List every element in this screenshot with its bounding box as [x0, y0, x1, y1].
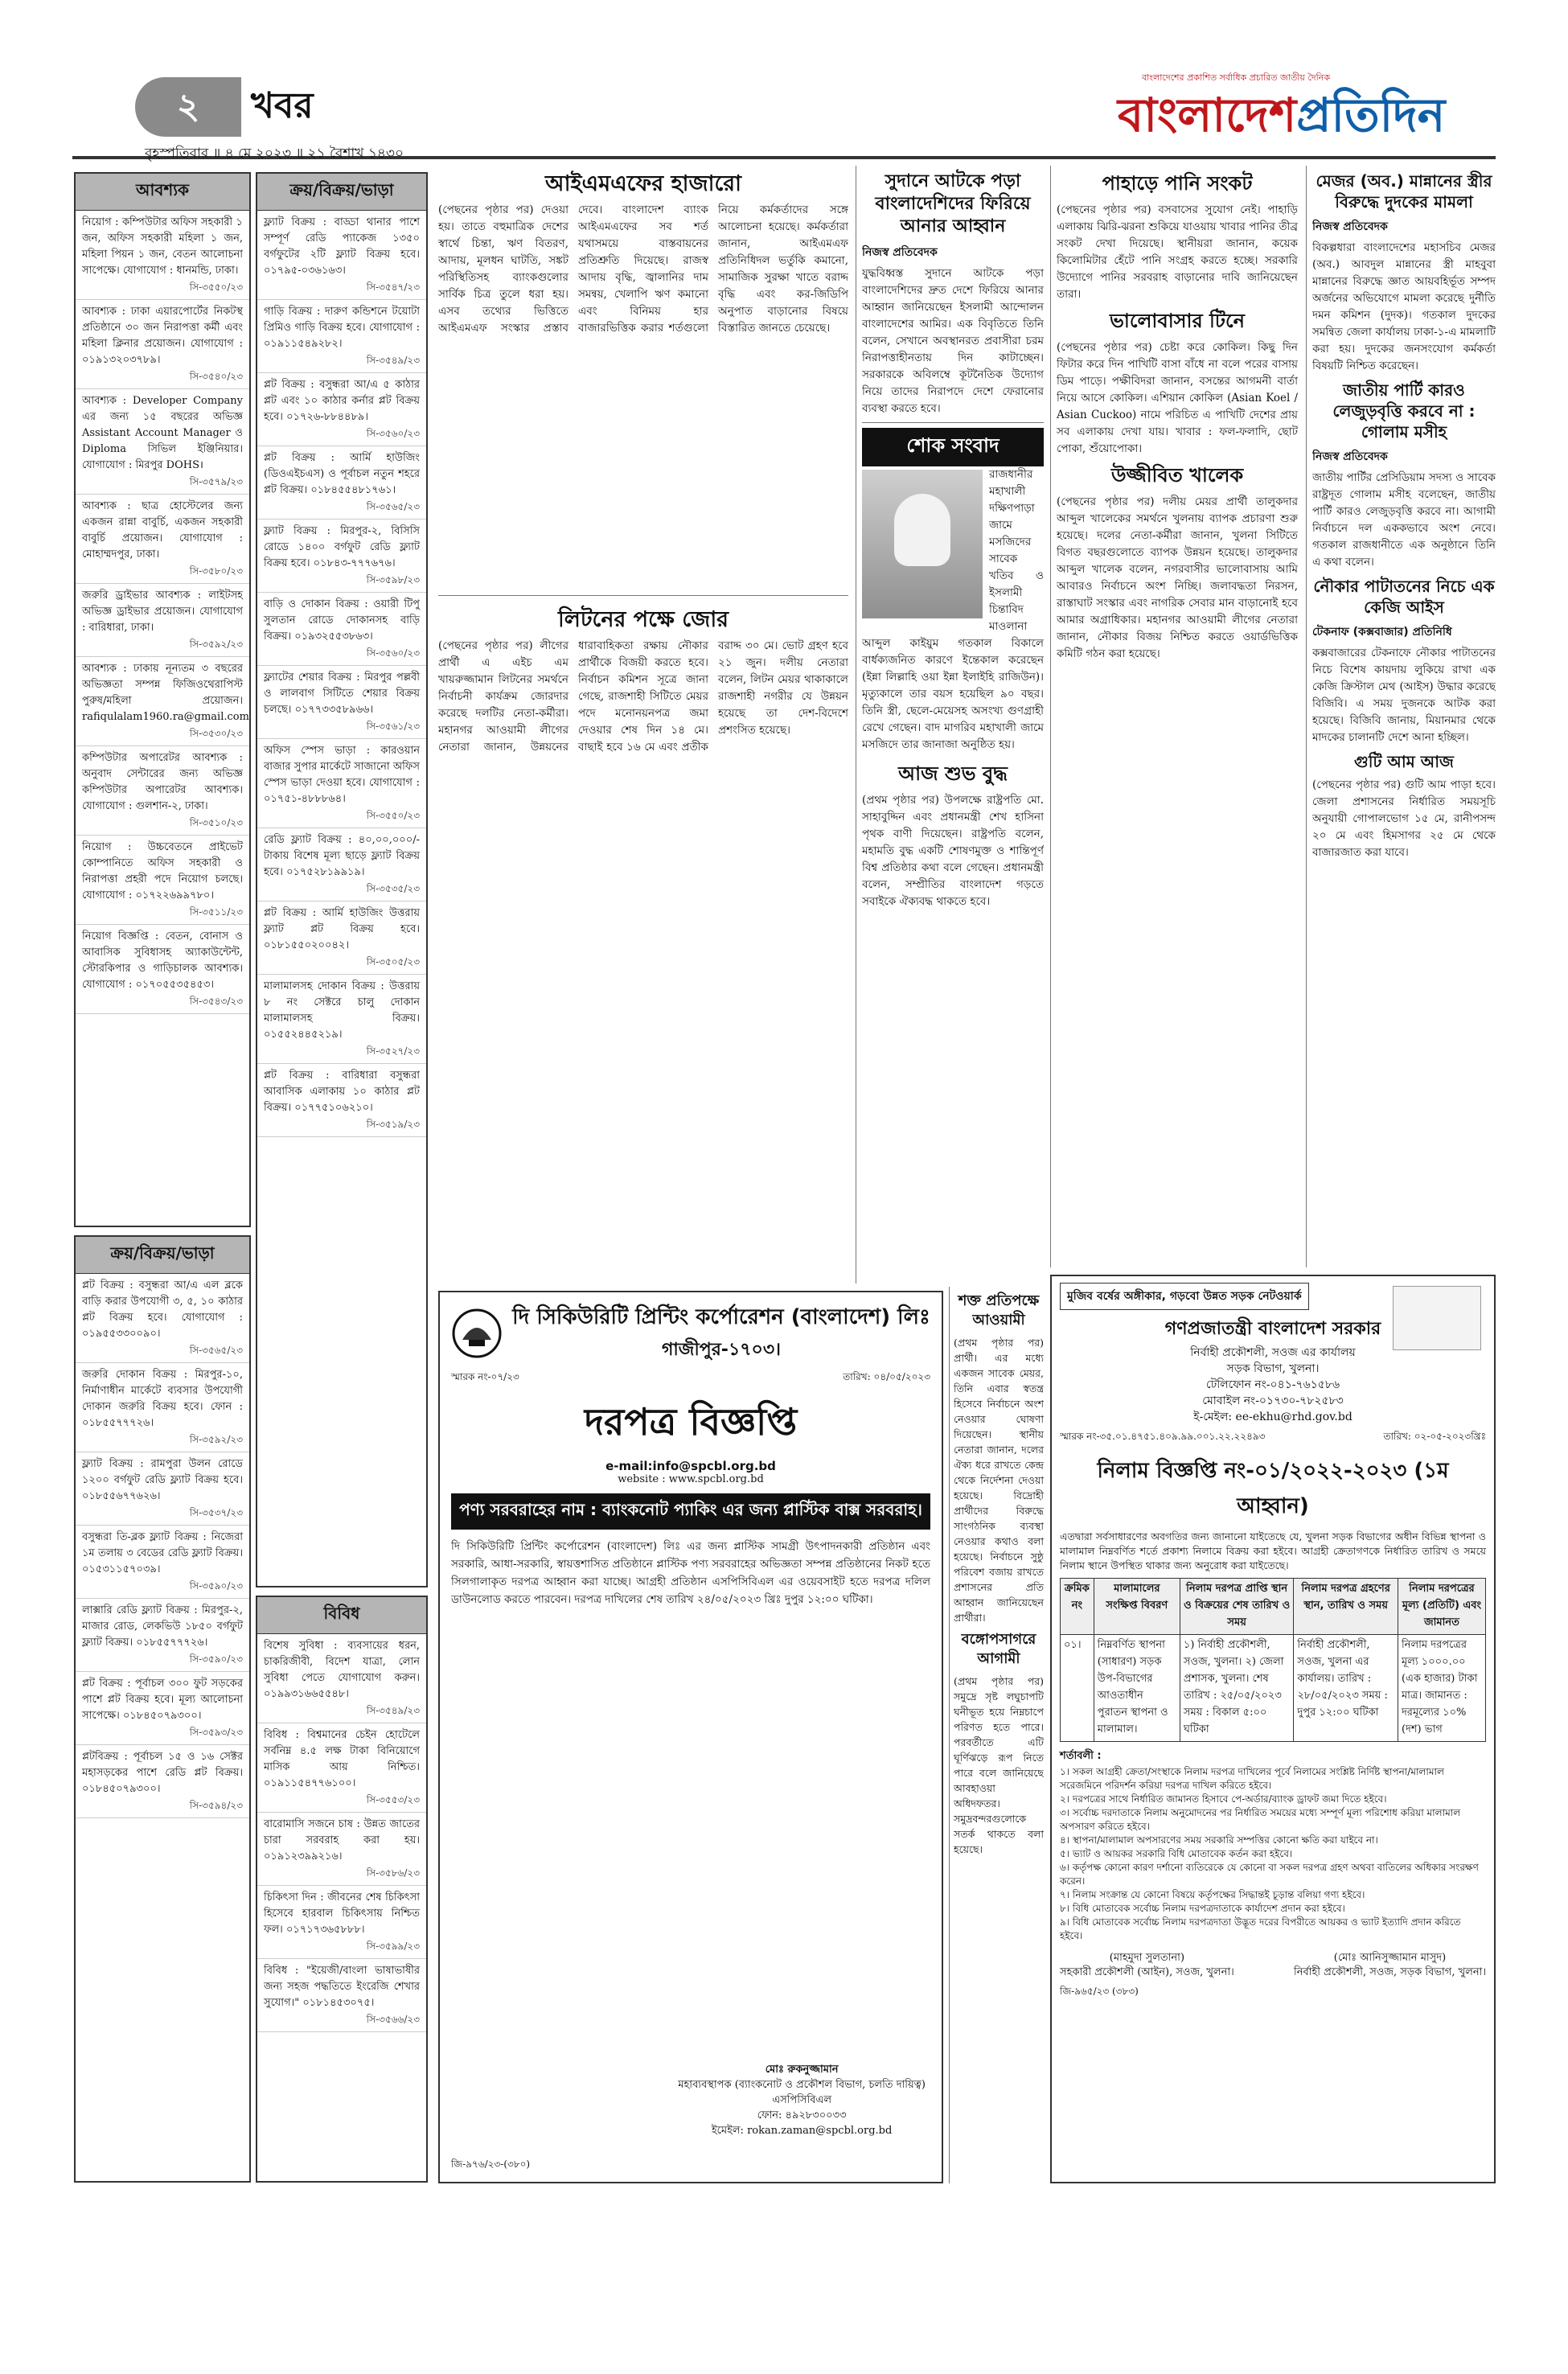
logo-part-1: বাংলাদেশ: [1118, 88, 1297, 142]
classified-code: সি-৩৫৫০/২৩: [189, 281, 243, 293]
classified-text: প্লটবিক্রয় : পূর্বাচল ১৫ ও ১৬ সেক্টর মহাসড়কের পাশে রেডি প্লট বিক্রয়। ০১৮৪৫০৭৯৩০০।: [82, 1751, 243, 1795]
notice-title: নিলাম বিজ্ঞপ্তি নং-০১/২০২২-২০২৩ (১ম আহ্বান): [1097, 1459, 1449, 1518]
table-cell: নিলাম দরপত্রের মূল্য ১০০০.০০ (এক হাজার) টাকা মাত্র। জামানত : দরমূল্যের ১০% (দশ) ভাগ: [1398, 1635, 1485, 1742]
story-body: (প্রথম পৃষ্ঠার পর) প্রার্থী। এর মধ্যে একজন সাবেক মেয়র, তিনি এবার স্বতন্ত্র হিসেবে নির্বাচনে অংশ নেওয়ার ঘোষণা দিয়েছেন। স্থানীয় নেতারা জানান, দলের ঐক্য ধরে রাখতে কেন্দ্র থেকে নির্দেশনা দেওয়া হয়েছে। বিদ্রোহী প্রার্থীদের বিরুদ্ধে সাংগঠনিক ব্যবস্থা নেওয়ার কথাও বলা হয়েছে। নির্বাচনে সুষ্ঠু পরিবেশ বজায় রাখতে প্রশাসনের প্রতি আহ্বান জানিয়েছেন প্রার্থীরা।: [954, 1337, 1044, 1624]
headline: বঙ্গোপসাগরে আগামী: [961, 1631, 1036, 1667]
classified-ad: [257, 520, 426, 593]
divider: [862, 422, 1044, 423]
classified-code: সি-৩৫৪৩/২৩: [189, 996, 243, 1007]
classified-ad: [76, 1526, 249, 1599]
classified-ad: [257, 1064, 426, 1137]
tender-date: তারিখ: ০৪/০৫/২০২৩: [843, 1371, 930, 1382]
classified-text: আবশ্যক : ঢাকা এয়ারপোর্টের নিকটস্থ প্রতিষ্ঠানে ৩০ জন নিরাপত্তা কর্মী এবং মহিলা ক্লিনার প্রয়োজন। যোগাযোগ : ০১৯১৩২০৩৭৮৯।: [82, 306, 243, 366]
notice-govt-title: গণপ্রজাতন্ত্রী বাংলাদেশ সরকার: [1164, 1319, 1381, 1339]
tender-title: দরপত্র বিজ্ঞপ্তি: [584, 1400, 798, 1444]
classified-code: সি-৩৫৯৩/২৩: [189, 1727, 243, 1738]
notice-ref: জি-৯৬৫/২৩ (৩৮৩): [1060, 1986, 1139, 1997]
notice-date: তারিখ: ০২-০৫-২০২৩খ্রিঃ: [1383, 1431, 1486, 1442]
classified-code: সি-৩৫৪৯/২৩: [366, 355, 420, 366]
headline: পাহাড়ে পানি সংকট: [1102, 172, 1253, 195]
headline: সুদানে আটকে পড়া বাংলাদেশিদের ফিরিয়ে আনার আহ্বান: [875, 171, 1031, 236]
notice-email[interactable]: ই-মেইল: ee-ekhu@rhd.gov.bd: [1193, 1411, 1353, 1423]
table-header-cell: নিলাম দরপত্রের মূল্য (প্রতিটি) এবং জামানত: [1398, 1579, 1485, 1635]
tender-meta: [451, 1370, 930, 1386]
divider: [438, 595, 848, 596]
classified-ad: [257, 446, 426, 520]
classified-text: নিয়োগ বিজ্ঞপ্তি : বেতন, বোনাস ও আবাসিক সুবিধাসহ অ্যাকাউন্টেন্ট, স্টোরকিপার ও গাড়িচালক আবশ্যক। যোগাযোগ : ০১৭০৫৫৩৫৪৫৩।: [82, 930, 243, 991]
classifieds-misc: [256, 1596, 428, 2183]
story-body: বিকল্পধারা বাংলাদেশের মহাসচিব মেজর (অব.) আবদুল মান্নানের স্ত্রী মাহবুবা মান্নানের বিরুদ্ধে জ্ঞাত আয়বহির্ভূত সম্পদ অর্জনের অভিযোগে মামলা করেছে দুর্নীতি দমন কমিশন (দুদক)। গতকাল দুদকের সমন্বিত জেলা কার্যালয় ঢাকা-১-এ মামলাটি করা হয়। দুদকের জনসংযোগ কর্মকর্তা বিষয়টি নিশ্চিত করেছেন।: [1312, 241, 1496, 372]
classified-ad: [257, 739, 426, 828]
page-header: [72, 71, 1496, 162]
classified-text: বিশেষ সুবিধা : ব্যবসায়ের ধরন, চাকরিজীবী, বিদেশ যাত্রা, লোন সুবিধা পেতে যোগাযোগ করুন। ০১৯৯৩১৬৬৫৫৪৮।: [264, 1640, 420, 1700]
headline: উজ্জীবিত খালেক: [1110, 464, 1244, 487]
notice-slogan: মুজিব বর্ষের অঙ্গীকার, গড়বো উন্নত সড়ক নেটওয়ার্ক: [1060, 1283, 1309, 1310]
tender-body: দি সিকিউরিটি প্রিন্টিং কর্পোরেশন (বাংলাদেশ) লিঃ এর জন্য প্লাস্টিক সামগ্রী উৎপাদনকারী প্রতিষ্ঠান এবং সরকারি, আধা-সরকারি, স্বায়ত্তশাসিত প্রতিষ্ঠানে প্লাস্টিক পণ্য সরবরাহের অভিজ্ঞতা সম্পন্ন প্রতিষ্ঠানের নিকট হতে সিলগালাকৃত দরপত্র আহ্বান করা যাচ্ছে। আগ্রহী প্রতিষ্ঠান এসপিসিবিএল এর ওয়েবসাইট হতে দরপত্র দলিল ডাউনলোড করতে পারবেন। দরপত্র দাখিলের শেষ তারিখ ২৪/০৫/২০২৩ খ্রিঃ দুপুর ১২:০০ ঘটিকা।: [451, 1540, 930, 1606]
classified-text: প্লট বিক্রয় : বসুন্ধরা আ/এ এল ব্লকে বাড়ি করার উপযোগী ৩, ৫, ১০ কাঠার প্লট বিক্রয় হবে। যোগাযোগ : ০১৯৫৫৩৩০০৯০।: [82, 1279, 243, 1340]
byline: নিজস্ব প্রতিবেদক: [1312, 220, 1388, 233]
classified-ad: [76, 836, 249, 925]
date-line: বৃহস্পতিবার ॥ ৪ মে ২০২৩ ॥ ২১ বৈশাখ ১৪৩০: [145, 146, 404, 162]
classified-text: প্লট বিক্রয় : বারিধারা বসুন্ধরা আবাসিক এলাকায় ১০ কাঠার প্লট বিক্রয়। ০১৭৭৫১০৬২১০।: [264, 1070, 420, 1114]
page-number: ২: [135, 77, 241, 137]
table-header-cell: মালামালের সংক্ষিপ্ত বিবরণ: [1094, 1579, 1180, 1635]
classified-text: ফ্ল্যাট বিক্রয় : মিরপুর-২, বিসিসি রোডে ১৪০০ বর্গফুট রেডি ফ্ল্যাট বিক্রয় হবে। ০১৮৪৩-৭৭৭৬৭৬।: [264, 525, 420, 569]
classified-list: [76, 211, 249, 1014]
classified-ad: [257, 1723, 426, 1813]
obituary-title: শোক সংবাদ: [862, 428, 1044, 466]
tender-signer-org: এসপিসিবিএল: [772, 2094, 832, 2106]
right-signer: (মোঃ আনিসুজ্জামান মাসুদ): [1333, 1952, 1447, 1964]
auction-table: [1060, 1578, 1486, 1742]
classified-code: সি-৩৫৯০/২৩: [189, 1653, 243, 1665]
classified-ad: [76, 1672, 249, 1745]
classifieds-title: ক্রয়/বিক্রয়/ভাড়া: [76, 1237, 249, 1274]
story-body: (পেছনের পৃষ্ঠার পর) চেষ্টা করে কোকিল। কিছু দিন ফিটার করে দিন পাখিটি বাসা বাঁধে না বলে পরের বাসায় ডিম পাড়ে। পক্ষীবিদরা জানান, বসন্তের আগমনী বার্তা নিয়ে আসে কোকিল। এশিয়ান কোকিল (Asian Koel / Asian Cuckoo) নামে পরিচিত এ পাখিটি দেশের প্রায় সব এলাকায় দেখা যায়। খাবার : ফল-ফলাদি, ছোট পোকা, শুঁয়োপোকা।: [1057, 341, 1298, 455]
headline: গুটি আম আজ: [1354, 752, 1454, 771]
classified-code: সি-৩৫৫৩/২৩: [366, 1794, 420, 1805]
condition-item: ৫। ভ্যাট ও আয়কর সরকারি বিধি মোতাবেক কর্তন করা হইবে।: [1060, 1848, 1293, 1859]
headline: জাতীয় পার্টি কারও লেজুড়বৃত্তি করবে না : গোলাম মসীহ: [1332, 380, 1476, 442]
headline: ভালোবাসার টিনে: [1110, 310, 1245, 332]
classified-ad: [257, 828, 426, 902]
classified-text: বিবিধ : বিশ্বমানের চেইন হোটেলে সর্বনিম্ন ৪.৫ লক্ষ টাকা বিনিয়োগে মাসিক আয় নিশ্চিত। ০১৯১১৫৪৭৭৬১০০।: [264, 1729, 420, 1789]
spcbl-emblem-icon: [451, 1308, 503, 1359]
divider: [949, 1287, 950, 2183]
classified-text: জরুরি দোকান বিক্রয় : মিরপুর-১০, নির্মাণাধীন মার্কেটে ব্যবসার উপযোগী দোকান জরুরি বিক্রয় হবে। ফোন : ০১৮৫৫৭৭৭২৬।: [82, 1369, 243, 1429]
classified-text: অফিস স্পেস ভাড়া : কারওয়ান বাজার সুপার মার্কেটে সাজানো অফিস স্পেস ভাড়া দেওয়া হবে। যোগাযোগ : ০১৭৫১-৪৮৮৮৬৪।: [264, 745, 420, 805]
classified-ad: [257, 666, 426, 739]
headline: মেজর (অব.) মান্নানের স্ত্রীর বিরুদ্ধে দুদকের মামলা: [1316, 171, 1492, 212]
classified-code: সি-৩৫১০/২৩: [189, 817, 243, 828]
table-cell: ০১।: [1061, 1635, 1094, 1742]
classified-code: সি-৩৫৯০/২৩: [189, 1580, 243, 1592]
classified-ad: [76, 211, 249, 300]
sudan-column: [862, 166, 1044, 1284]
classified-text: কম্পিউটার অপারেটর আবশ্যক : অনুবাদ সেন্টারের জন্য অভিজ্ঞ কম্পিউটার অপারেটর আবশ্যক। যোগাযোগ : গুলশান-২, ঢাকা।: [82, 752, 243, 812]
headline: নৌকার পাটাতনের নিচে এক কেজি আইস: [1313, 577, 1495, 617]
tender-memo: স্মারক নং-০৭/২৩: [451, 1371, 519, 1382]
classified-text: আবশ্যক : Developer Company এর জন্য ১৫ বছরের অভিজ্ঞ Assistant Account Manager ও Diploma সিভিল ইঞ্জিনিয়ার। যোগাযোগ : মিরপুর DOHS।: [82, 395, 243, 471]
section-name: খবর: [251, 85, 314, 126]
left-signature: [1060, 1951, 1234, 1980]
condition-item: ৩। সর্বোচ্চ দরদাতাকে নিলাম অনুমোদনের পর নির্ধারিত সময়ের মধ্যে সম্পূর্ণ মূল্য পরিশোধ করিয়া মালামাল অপসারণ করিতে হইবে।: [1060, 1807, 1461, 1832]
condition-item: ৮। বিধি মোতাবেক সর্বোচ্চ নিলাম দরপত্রদাতাকে কার্যাদেশ প্রদান করা হইবে।: [1060, 1903, 1345, 1914]
byline: নিজস্ব প্রতিবেদক: [1312, 450, 1388, 463]
classified-list: [257, 1634, 426, 2032]
headline: আইএমএফের হাজারো: [545, 171, 741, 196]
divider: [1050, 166, 1051, 1267]
mujib-borsho-logo: [1393, 1286, 1481, 1350]
auction-table-header: [1061, 1579, 1486, 1635]
tender-signature: [678, 2062, 926, 2138]
story-body: কক্সবাজারের টেকনাফে নৌকার পাটাতনের নিচে বিশেষ কায়দায় লুকিয়ে রাখা এক কেজি ক্রিস্টাল মেথ (আইস) উদ্ধার করেছে বিজিবি। এ সময় দুজনকে আটক করা হয়েছে। বিজিবি জানায়, মিয়ানমার থেকে মাদকের চালানটি দেশে আনা হচ্ছিল।: [1312, 647, 1496, 744]
classified-ad: [76, 584, 249, 657]
classified-code: সি-৩৫৬৬/২৩: [366, 2014, 420, 2025]
story-body: (প্রথম পৃষ্ঠার পর) সমুদ্রে সৃষ্ট লঘুচাপটি ঘনীভূত হয়ে নিম্নচাপে পরিণত হতে পারে। পরবর্তীতে এটি ঘূর্ণিঝড়ে রূপ নিতে পারে বলে জানিয়েছে আবহাওয়া অধিদফতর। সমুদ্রবন্দরগুলোকে সতর্ক থাকতে বলা হয়েছে।: [954, 1675, 1044, 1855]
classified-text: জরুরি ড্রাইভার আবশ্যক : লাইটসহ অভিজ্ঞ ড্রাইভার প্রয়োজন। যোগাযোগ : বারিধারা, ঢাকা।: [82, 589, 243, 634]
classified-code: সি-৩৫৬১/২৩: [366, 721, 420, 732]
right-column: [1312, 166, 1496, 1267]
logo-wordmark: [1118, 86, 1496, 144]
classified-code: সি-৩৫৯৮/২৩: [366, 574, 420, 585]
logo-part-2: প্রতিদিন: [1296, 88, 1446, 142]
classified-text: প্লট বিক্রয় : আর্মি হাউজিং উত্তরায় ফ্ল্যাট প্লট বিক্রয় হবে। ০১৮১৫৫০২০০৪২।: [264, 907, 420, 951]
condition-item: ৯। বিধি মোতাবেক সর্বোচ্চ নিলাম দরপত্রদাতা উদ্ভূত দরের বিপরীতে আয়কর ও ভ্যাট ইত্যাদি প্রদান করিতে হইবে।: [1060, 1916, 1461, 1941]
classified-code: সি-৩৫৬০/২৩: [366, 428, 420, 439]
right-signer-title: নির্বাহী প্রকৌশলী, সওজ, সড়ক বিভাগ, খুলনা।: [1293, 1966, 1486, 1978]
tender-place: গাজীপুর-১৭০৩।: [662, 1340, 781, 1360]
headline: শক্ত প্রতিপক্ষে আওয়ামী: [958, 1292, 1040, 1329]
table-header-cell: নিলাম দরপত্র গ্রহণের স্থান, তারিখ ও সময়: [1294, 1579, 1398, 1635]
classified-code: সি-৩৫১৯/২৩: [366, 1119, 420, 1130]
classified-text: আবশ্যক : ঢাকায় নূন্যতম ৩ বছরের অভিজ্ঞতা সম্পন্ন ফিজিওথেরাপিস্ট পুরুষ/মহিলা প্রয়োজন। rafiqulalam1960.ra@gmail.com: [82, 663, 249, 723]
story-body: যুদ্ধবিধ্বস্ত সুদানে আটকে পড়া বাংলাদেশিদের দ্রুত দেশে ফিরিয়ে আনার আহ্বান জানিয়েছেন ইসলামী আন্দোলন বাংলাদেশের আমির। এক বিবৃতিতে তিনি বলেন, সেখানে অবস্থানরত প্রবাসীরা চরম নিরাপত্তাহীনতায় দিন কাটাচ্ছেন। সরকারকে অবিলম্বে কূটনৈতিক উদ্যোগ নিয়ে তাদের নিরাপদে দেশে ফেরানোর ব্যবস্থা করতে হবে।: [862, 267, 1044, 415]
classified-ad: [76, 1452, 249, 1526]
byline: টেকনাফ (কক্সবাজার) প্রতিনিধি: [1312, 626, 1452, 639]
classified-code: সি-৩৫৪০/২৩: [189, 371, 243, 382]
condition-item: ৪। স্থাপনা/মালামাল অপসারণের সময় সরকারি সম্পত্তির কোনো ক্ষতি করা যাইবে না।: [1060, 1834, 1378, 1846]
classified-ad: [76, 300, 249, 389]
classified-text: চিকিৎসা দিন : জীবনের শেষ চিকিৎসা হিসেবে হারবাল চিকিৎসায় নিশ্চিত ফল। ০১৭১৭৩৬৫৮৮৮।: [264, 1891, 420, 1936]
notice-meta: [1060, 1430, 1486, 1446]
classified-code: সি-৩৫৬৫/২৩: [366, 501, 420, 512]
classified-text: বিবিধ : "ইয়েজী/বাংলা ভাষাভাষীর জন্য সহজ পদ্ধতিতে ইংরেজি শেখার সুযোগ।" ০১৮১৪৫৩০৭৫।: [264, 1965, 420, 2009]
conditions-title: শর্তাবলী :: [1060, 1750, 1102, 1762]
table-cell: ১) নির্বাহী প্রকৌশলী, সওজ, খুলনা। ২) জেলা প্রশাসক, খুলনা। শেষ তারিখ : ২৫/০৫/২০২৩ সময় : বিকাল ৫:০০ ঘটিকা: [1180, 1635, 1294, 1742]
security-printing-tender: [438, 1291, 943, 2183]
story-body: (পেছনের পৃষ্ঠার পর) দেওয়া হয়। তাতে বহুমাত্রিক দেশের স্বার্থে চিন্তা, ঋণ বিতরণ, আদায়, মূলধন ঘাটতি, সঙ্কট পরিস্থিতিসহ ব্যাংকগুলোর সার্বিক চিত্র তুলে ধরা হয়। এসব তথ্যের ভিত্তিতে আইএমএফ সংস্কার প্রস্তাব দেবে। বাংলাদেশ ব্যাংক আইএমএফের সব শর্ত যথাসময়ে বাস্তবায়নের প্রতিশ্রুতি দিয়েছে। রাজস্ব আদায় বৃদ্ধি, জ্বালানির দাম সমন্বয়, খেলাপি ঋণ কমানো এবং বিনিময় হার বাজারভিত্তিক করার শর্তগুলো নিয়ে কর্মকর্তাদের সঙ্গে আলোচনা হয়েছে। কর্মকর্তারা জানান, আইএমএফ প্রতিনিধিদল ভর্তুকি কমানো, সামাজিক সুরক্ষা খাতে বরাদ্দ বৃদ্ধি এবং কর-জিডিপি অনুপাত বাড়ানোর বিষয়ে বিস্তারিত জানতে চেয়েছে।: [438, 203, 848, 335]
story-body: (পেছনের পৃষ্ঠার পর) গুটি আম পাড়া হবে। জেলা প্রশাসনের নির্ধারিত সময়সূচি অনুযায়ী গোপালভোগ ১৫ মে, রানীপসন্দ ২০ মে এবং হিমসাগর ২৫ মে থেকে বাজারজাত করা যাবে।: [1312, 778, 1496, 859]
classified-ad: [257, 1813, 426, 1886]
classified-text: লাক্সারি রেডি ফ্ল্যাট বিক্রয় : মিরপুর-২, মাজার রোড, লেকভিউ ১৮৫০ বর্গফুট ফ্ল্যাট বিক্রয়। ০১৮৫৫৭৭৭২৬।: [82, 1604, 243, 1649]
table-cell: নিম্নবর্ণিত স্থাপনা (সাধারণ) সড়ক উপ-বিভাগের আওতাধীন পুরাতন স্থাপনা ও মালামাল।: [1094, 1635, 1180, 1742]
classified-code: সি-৩৫৩৭/২৩: [189, 1507, 243, 1518]
classified-ad: [257, 211, 426, 300]
classified-text: প্লট বিক্রয় : বসুন্ধরা আ/এ ৫ কাঠার প্লট এবং ১০ কাঠার কর্নার প্লট বিক্রয় হবে। ০১৭২৬-৮৮৪৪৮৯।: [264, 379, 420, 423]
classified-text: বাড়ি ও দোকান বিক্রয় : ওয়ারী টিপু সুলতান রোডে দোকানসহ বাড়ি বিক্রয়। ০১৯৩২৫৫৩৮৬৩।: [264, 598, 420, 643]
left-signer-title: সহকারী প্রকৌশলী (আইন), সওজ, খুলনা।: [1060, 1966, 1234, 1978]
classifieds-title: বিবিধ: [257, 1597, 426, 1634]
table-header-cell: নিলাম দরপত্র প্রাপ্তি স্থান ও বিক্রয়ের শেষ তারিখ ও সময়: [1180, 1579, 1294, 1635]
notice-division: সড়ক বিভাগ, খুলনা।: [1226, 1362, 1320, 1375]
tender-signer: মোঃ রুকনুজ্জামান: [765, 2064, 839, 2076]
tender-ref: জি-৯৭৬/২৩-(৩৮০): [451, 2158, 531, 2170]
classified-code: সি-৩৫৯৪/২৩: [189, 1800, 243, 1811]
classifieds-wanted: [74, 172, 251, 1227]
classified-text: প্লট বিক্রয় : আর্মি হাউজিং (ডিওএইচএস) ও পূর্বাচল নতুন শহরে প্লট বিক্রয়। ০১৮৪৫৫৪৮১৭৬১।: [264, 452, 420, 496]
classified-code: সি-৩৫০৫/২৩: [366, 956, 420, 967]
classifieds-buy-sell: [74, 1235, 251, 2183]
tender-org: দি সিকিউরিটি প্রিন্টিং কর্পোরেশন (বাংলাদেশ) লিঃ: [512, 1305, 930, 1329]
classified-ad: [76, 495, 249, 584]
classified-text: নিয়োগ : কম্পিউটার অফিস সহকারী ১ জন, অফিস সহকারী মহিলা ১ জন, মহিলা পিয়ন ১ জন, বেতন আলোচনা সাপেক্ষে। যোগাযোগ : ধানমন্ডি, ঢাকা।: [82, 216, 243, 277]
classified-text: আবশ্যক : ছাত্র হোস্টেলের জন্য একজন রান্না বাবুর্চি, একজন সহকারী বাবুর্চি প্রয়োজন। যোগাযোগ : মোহাম্মদপুর, ঢাকা।: [82, 500, 243, 561]
condition-item: ৭। নিলাম সংক্রান্ত যে কোনো বিষয়ে কর্তৃপক্ষের সিদ্ধান্তই চূড়ান্ত বলিয়া গণ্য হইবে।: [1060, 1889, 1365, 1900]
notice-mobile: মোবাইল নং-০১৭৩০-৭৮২৫৮৩: [1202, 1394, 1344, 1407]
classified-code: সি-৩৫৯২/২৩: [189, 639, 243, 650]
classified-ad: [76, 1745, 249, 1818]
byline: নিজস্ব প্রতিবেদক: [862, 246, 938, 259]
classified-ad: [76, 657, 249, 746]
notice-memo: স্মারক নং-৩৫.০১.৪৭৫১.৪০৯.৯৯.০০১.২২.২২৪৯৩: [1060, 1431, 1266, 1442]
awami-column: [954, 1287, 1044, 2183]
classified-ad: [257, 902, 426, 975]
classified-list: [76, 1274, 249, 1818]
classified-code: সি-৩৫১১/২৩: [189, 906, 243, 918]
classified-text: মালামালসহ দোকান বিক্রয় : উত্তরায় ৮ নং সেক্টরে চালু দোকান মালামালসহ বিক্রয়। ০১৫৫২৪৪৫২১৯।: [264, 980, 420, 1041]
classified-ad: [257, 593, 426, 666]
tender-header: [451, 1300, 930, 1366]
classified-text: বসুন্ধরা তি-ব্লক ফ্ল্যাট বিক্রয় : নিজেরা ১ম তলায় ৩ বেডের রেডি ফ্ল্যাট বিক্রয়। ০১৫৩১১৫৭০৩৯।: [82, 1531, 243, 1575]
story-body: (পেছনের পৃষ্ঠার পর) লীগের প্রার্থী এ এইচ এম খায়রুজ্জামান লিটনের সমর্থনে নির্বাচনী কার্যক্রম জোরদার করেছে দলটির নেতা-কর্মীরা। মহানগর আওয়ামী লীগের নেতারা জানান, উন্নয়নের ধারাবাহিকতা রক্ষায় নৌকার প্রার্থীকে বিজয়ী করতে হবে। নির্বাচন কমিশন সূত্রে জানা গেছে, রাজশাহী সিটিতে মেয়র পদে মনোনয়নপত্র জমা দেওয়ার শেষ দিন ১৪ মে। বাছাই হবে ১৬ মে এবং প্রতীক বরাদ্দ ৩০ মে। ভোট গ্রহণ হবে ২১ জুন। দলীয় নেতারা বলেন, লিটন মেয়র থাকাকালে রাজশাহী নগরীর যে উন্নয়ন হয়েছে তা দেশ-বিদেশে প্রশংসিত হয়েছে।: [438, 639, 848, 754]
notice-office: নির্বাহী প্রকৌশলী, সওজ এর কার্যালয়: [1190, 1346, 1356, 1359]
story-body: (পেছনের পৃষ্ঠার পর) বসবাসের সুযোগ নেই। পাহাড়ি এলাকায় ঝিরি-ঝরনা শুকিয়ে যাওয়ায় খাবার পানির তীব্র সংকট দেখা দিয়েছে। স্থানীয়রা জানান, কয়েক কিলোমিটার হেঁটে পানি সংগ্রহ করতে হচ্ছে। সরকারি উদ্যোগে পানির সরবরাহ বাড়ানোর দাবি জানিয়েছেন তারা।: [1057, 203, 1298, 301]
condition-item: ২। দরপত্রের সাথে নির্ধারিত জামানত হিসাবে পে-অর্ডার/ব্যাংক ড্রাফট জমা দিতে হইবে।: [1060, 1793, 1387, 1805]
classified-text: ফ্ল্যাট বিক্রয় : রামপুরা উলন রোডে ১২০০ বর্গফুট রেডি ফ্ল্যাট বিক্রয় হবে। ০১৮৫৫৬৭৭৬২৬।: [82, 1458, 243, 1502]
notice-signatures: [1060, 1951, 1486, 1980]
classified-code: সি-৩৫৮৬/২৩: [366, 1867, 420, 1879]
notice-intro: এতদ্বারা সর্বসাধারণের অবগতির জন্য জানানো যাইতেছে যে, খুলনা সড়ক বিভাগের অধীন বিভিন্ন স্থাপনা ও মালামাল নিম্নবর্ণিত শর্তে প্রকাশ্য নিলামে বিক্রয় করা হইবে। আগ্রহী ক্রেতাগণকে নির্ধারিত তারিখ ও সময়ে নিলাম স্থানে উপস্থিত থাকার জন্য অনুরোধ করা যাইতেছে।: [1060, 1530, 1486, 1571]
right-signature: [1294, 1951, 1486, 1980]
classified-code: সি-৩৫৯২/২৩: [189, 1434, 243, 1445]
classified-text: ফ্ল্যাট বিক্রয় : বাড্ডা থানার পাশে সম্পূর্ণ রেডি প্যাকেজ ১৩৫০ বর্গফুটের ২টি ফ্ল্যাট বিক্রয় হবে। ০১৭৯৫-০৩৬১৬৩।: [264, 216, 420, 277]
classified-text: রেডি ফ্ল্যাট বিক্রয় : ৪০,০০,০০০/- টাকায় বিশেষ মূল্য ছাড়ে ফ্ল্যাট বিক্রয় হবে। ০১৭৫২৮১৯৯১৯।: [264, 834, 420, 878]
headline: লিটনের পক্ষে জোর: [557, 607, 729, 632]
classified-ad: [257, 373, 426, 446]
classified-code: সি-৩৫৪৭/২৩: [366, 281, 420, 293]
classified-ad: [76, 1274, 249, 1363]
classified-code: সি-৩৫২৭/২৩: [366, 1045, 420, 1057]
classified-ad: [76, 925, 249, 1014]
classified-code: সি-৩৫৬০/২৩: [366, 647, 420, 659]
tender-website[interactable]: website : www.spcbl.org.bd: [618, 1473, 764, 1485]
newspaper-logo[interactable]: [1118, 71, 1496, 142]
classified-text: প্লট বিক্রয় : পূর্বাচল ৩০০ ফুট সড়কের পাশে প্লট বিক্রয় হবে। মূল্য আলোচনা সাপেক্ষে। ০১৮৪৫০৭৯৩০০।: [82, 1678, 243, 1722]
table-row: [1061, 1635, 1486, 1742]
classified-ad: [257, 1886, 426, 1959]
classified-text: নিয়োগ : উচ্চবেতনে প্রাইভেট কোম্পানিতে অফিস সহকারী ও নিরাপত্তা প্রহরী পদে নিয়োগ চলছে। যোগাযোগ : ০১৭২২৬৯৯৭৮০।: [82, 841, 243, 902]
headline: আজ শুভ বুদ্ধ: [898, 762, 1008, 785]
tender-signer-title: মহাব্যবস্থাপক (ব্যাংকনোট ও প্রকৌশল বিভাগ, চলতি দায়িত্ব): [678, 2079, 926, 2091]
classifieds-title: ক্রয়/বিক্রয়/ভাড়া: [257, 174, 426, 211]
classified-ad: [257, 975, 426, 1064]
classified-code: সি-৩৫৯৯/২৩: [366, 1941, 420, 1952]
divider: [1306, 166, 1307, 1267]
tender-item-bar: পণ্য সরবরাহের নাম : ব্যাংকনোট প্যাকিং এর জন্য প্লাস্টিক বাক্স সরবরাহ।: [451, 1493, 930, 1530]
classified-code: সি-৩৫৩৫/২৩: [366, 883, 420, 894]
classified-ad: [76, 389, 249, 495]
logo-tagline: বাংলাদেশের প্রকাশিত সর্বাধিক প্রচারিত জাতীয় দৈনিক: [1142, 72, 1331, 83]
classified-ad: [257, 1959, 426, 2032]
classified-ad: [257, 300, 426, 373]
tender-signer-email[interactable]: ইমেইল: rokan.zaman@spcbl.org.bd: [711, 2125, 893, 2137]
classified-ad: [257, 1634, 426, 1723]
classified-text: ফ্ল্যাটের শেয়ার বিক্রয় : মিরপুর পল্লবী ও লালবাগ সিটিতে শেয়ার বিক্রয় চলছে। ০১৭৭৩৩৫৮৯৬৬।: [264, 672, 420, 716]
story-body: (পেছনের পৃষ্ঠার পর) দলীয় মেয়র প্রার্থী তালুকদার আব্দুল খালেকের সমর্থনে খুলনায় ব্যাপক প্রচারণা শুরু হয়েছে। দলের নেতা-কর্মীরা জানান, খুলনা সিটিতে বিগত বছরগুলোতে ব্যাপক উন্নয়ন হয়েছে। তালুকদার আব্দুল খালেক বলেন, নগরবাসীর ভালোবাসায় আমি আবারও নির্বাচনে অংশ নিচ্ছি। জলাবদ্ধতা নিরসন, রাস্তাঘাট সংস্কার এবং নাগরিক সেবার মান বাড়ানোই হবে আমার অগ্রাধিকার। মহানগর আওয়ামী লীগের নেতারা জানান, নৌকার বিজয় নিশ্চিত করতে ওয়ার্ডভিত্তিক কমিটি গঠন করা হয়েছে।: [1057, 495, 1298, 660]
classified-code: সি-৩৫৩০/২৩: [189, 728, 243, 739]
classified-ad: [76, 1363, 249, 1452]
table-header-cell: ক্রমিক নং: [1061, 1579, 1094, 1635]
classified-list: [257, 211, 426, 1137]
story-body: জাতীয় পার্টির প্রেসিডিয়াম সদস্য ও সাবেক রাষ্ট্রদূত গোলাম মসীহ বলেছেন, জাতীয় পার্টি কারও লেজুড়বৃত্তি করবে না। আগামী নির্বাচনে দল এককভাবে অংশ নেবে। গতকাল রাজধানীতে এক অনুষ্ঠানে তিনি এ কথা বলেন।: [1312, 471, 1496, 569]
notice-phone: টেলিফোন নং-০৪১-৭৬১৫৮৬: [1205, 1378, 1340, 1391]
classified-code: সি-৩৫৮০/২৩: [189, 565, 243, 577]
imf-story: [438, 166, 848, 584]
left-signer: (মাহমুদা সুলতানা): [1109, 1952, 1185, 1964]
classified-ad: [76, 746, 249, 836]
govt-auction-notice: [1050, 1275, 1496, 2183]
story-body: (প্রথম পৃষ্ঠার পর) উপলক্ষে রাষ্ট্রপতি মো. সাহাবুদ্দিন এবং প্রধানমন্ত্রী শেখ হাসিনা পৃথক বাণী দিয়েছেন। রাষ্ট্রপতি বলেন, মহামতি বুদ্ধ একটি শোষণমুক্ত ও শান্তিপূর্ণ বিশ্ব প্রতিষ্ঠার কথা বলে গেছেন। প্রধানমন্ত্রী বলেন, সম্প্রীতির বাংলাদেশ গড়তে সবাইকে ঐক্যবদ্ধ থাকতে হবে।: [862, 794, 1044, 908]
classifieds-title: আবশ্যক: [76, 174, 249, 211]
classified-code: সি-৩৫৬৫/২৩: [189, 1345, 243, 1356]
classified-ad: [76, 1599, 249, 1672]
tender-email[interactable]: e-mail:info@spcbl.org.bd: [605, 1459, 776, 1473]
classified-text: বারোমাসি সজনে চাষ : উন্নত জাতের চারা সরবরাহ করা হয়। ০১৯১২৩৯৯২১৬।: [264, 1818, 420, 1863]
condition-item: ১। সকল আগ্রহী ক্রেতা/সংস্থাকে নিলাম দরপত্র দাখিলের পূর্বে নিলামের সংশ্লিষ্ট নির্দিষ্ট স্থাপনা/মালামাল সরেজমিনে পরিদর্শন করিয়া দরপত্র দাখিল করিতে হইবে।: [1060, 1766, 1444, 1791]
classified-code: সি-৩৫৭৯/২৩: [189, 476, 243, 487]
classified-code: সি-৩৫৫০/২৩: [366, 810, 420, 821]
obituary-body: রাজধানীর মহাখালী দক্ষিণপাড়া জামে মসজিদের সাবেক খতিব ও ইসলামী চিন্তাবিদ মাওলানা আব্দুল কাইয়ুম গতকাল বিকালে বার্ধক্যজনিত কারণে ইন্তেকাল করেছেন (ইন্না লিল্লাহি ওয়া ইন্না ইলাইহি রাজিউন)। মৃত্যুকালে তার বয়স হয়েছিল ৯০ বছর। তিনি স্ত্রী, ছেলে-মেয়েসহ অসংখ্য গুণগ্রাহী রেখে গেছেন। বাদ মাগরিব মহাখালী জামে মসজিদে তার জানাজা অনুষ্ঠিত হয়।: [862, 468, 1044, 751]
tender-phone: ফোন: ৪৯২৮৩০০৩৩: [757, 2109, 847, 2121]
conditions-list: [1060, 1765, 1486, 1943]
classifieds-property: [256, 172, 428, 1587]
classified-code: সি-৩৫৪৯/২৩: [366, 1705, 420, 1716]
table-cell: নির্বাহী প্রকৌশলী, সওজ, খুলনা এর কার্যালয়। তারিখ : ২৮/০৫/২০২৩ সময় : দুপুর ১২:০০ ঘটিকা: [1294, 1635, 1398, 1742]
condition-item: ৬। কর্তৃপক্ষ কোনো কারণ দর্শানো ব্যতিরেকে যে কোনো বা সকল দরপত্র গ্রহণ অথবা বাতিলের অধিকার সংরক্ষণ করেন।: [1060, 1862, 1479, 1887]
classified-text: গাড়ি বিক্রয় : দারুণ কন্ডিশনে টয়োটা প্রিমিও গাড়ি বিক্রয় হবে। যোগাযোগ : ০১৯১১৫৪৯২৮২।: [264, 306, 420, 350]
liton-story: [438, 602, 848, 1285]
obituary-photo: [862, 470, 983, 618]
middle-right-column: [1057, 166, 1298, 1267]
